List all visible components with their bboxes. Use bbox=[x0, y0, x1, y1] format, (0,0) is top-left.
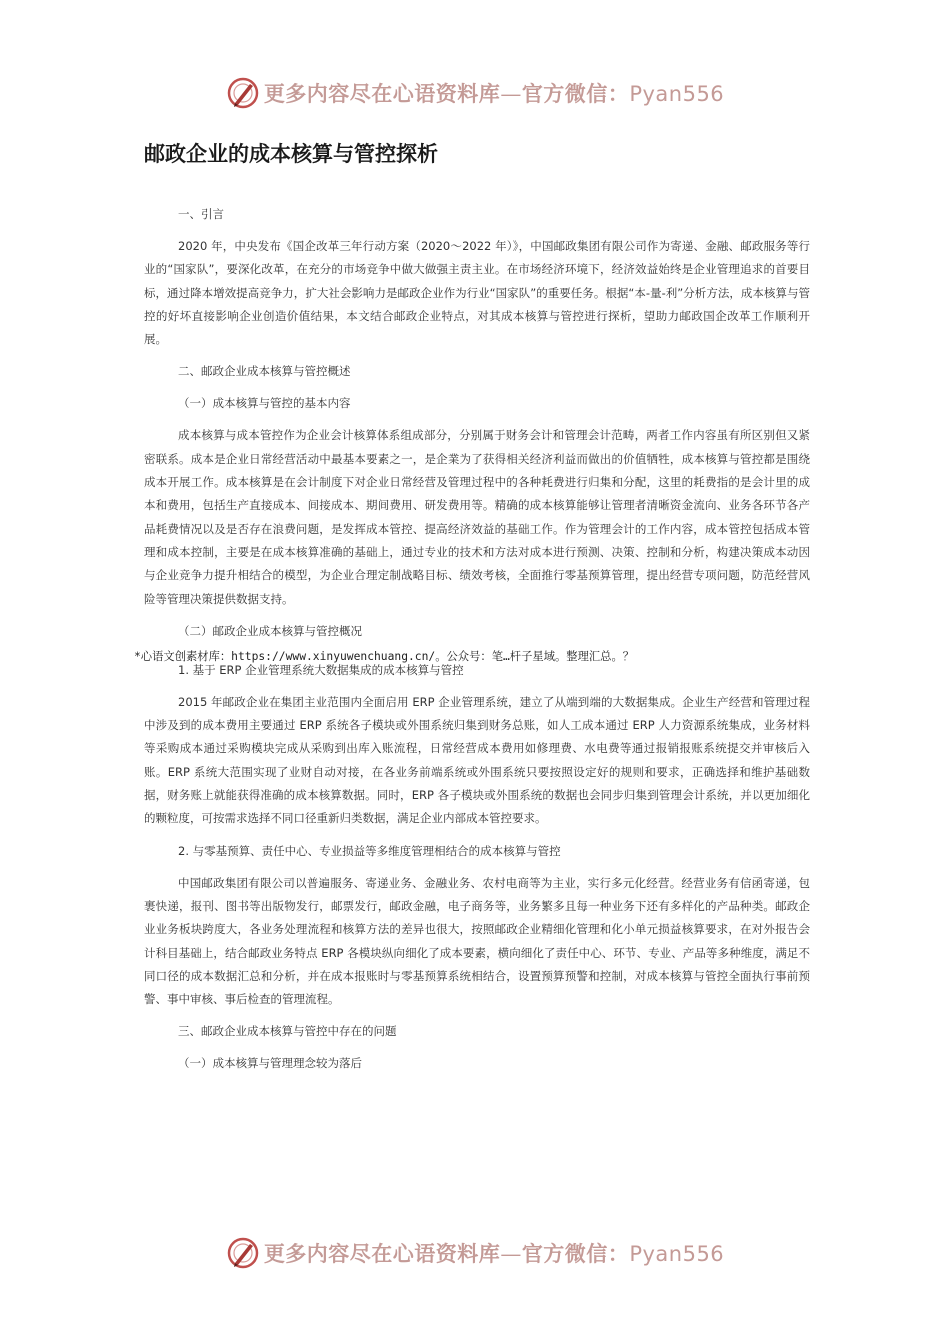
pen-logo-icon bbox=[226, 1236, 260, 1270]
section-heading-overview: 二、邮政企业成本核算与管控概述 bbox=[178, 364, 351, 379]
banner-text: 更多内容尽在心语资料库—官方微信：Pyan556 bbox=[263, 1241, 725, 1266]
pen-logo-icon bbox=[226, 76, 260, 110]
item-heading-erp: 1. 基于 ERP 企业管理系统大数据集成的成本核算与管控 bbox=[178, 662, 464, 677]
article-title: 邮政企业的成本核算与管控探析 bbox=[144, 142, 438, 166]
subsection-heading-status: （二）邮政企业成本核算与管控概况 bbox=[178, 623, 362, 638]
banner-text: 更多内容尽在心语资料库—官方微信：Pyan556 bbox=[263, 81, 725, 106]
section-heading-problems: 三、邮政企业成本核算与管控中存在的问题 bbox=[178, 1024, 397, 1039]
section-heading-intro: 一、引言 bbox=[178, 207, 224, 221]
paragraph-basic: 成本核算与成本管控作为企业会计核算体系组成部分，分别属于财务会计和管理会计范畴，两者工作内容虽有所区别但又紧密联系。成本是企业日常经营活动中最基本要素之一，是企業为了获得相关经济利益而做出的价值牺牲，成本核算与管控都是围绕成本开展工作。成本核算是在会计制度下对企业日常经营及管理过程中的各种耗费进行归集和分配，这里的耗费指的是会计里的成本和费用，包括生产直接成本、间接成本、期间费用、研发费用等。精确的成本核算能够让管理者清晰资金流向、业务各环节各产品耗费情况以及是否存在浪费问题，是发挥成本管控、提高经济效益的基础工作。作为管理会计的工作内容，成本管控包括成本管理和成本控制，主要是在成本核算准确的基础上，通过专业的技术和方法对成本进行预测、决策、控制和分析，构建决策成本动因与企业竞争力提升相结合的模型，为企业合理定制战略目标、绩效考核，全面推行零基预算管理，提出经营专项问题，防范经营风险等管理决策提供数据支持。 bbox=[144, 428, 810, 606]
paragraph-intro: 2020 年，中央发布《国企改革三年行动方案（2020～2022 年）》，中国邮政集团有限公司作为寄递、金融、邮政服务等行业的“国家队”，要深化改革，在充分的市场竞争中做大做强主责主业。在市场经济环境下，经济效益始终是企业管理追求的首要目标，通过降本增效提高竞争力，扩大社会影响力是邮政企业作为行业“国家队”的重要任务。根据“本-量-利”分析方法，成本核算与管控的好坏直接影响企业创造价值结果，本文结合邮政企业特点，对其成本核算与管控进行探析，望助力邮政国企改革工作顺利开展。 bbox=[144, 239, 810, 347]
header-banner bbox=[0, 73, 950, 113]
subsection-heading-basic: （一）成本核算与管控的基本内容 bbox=[178, 396, 351, 411]
article-body bbox=[144, 203, 810, 1075]
paragraph-multidimension: 中国邮政集团有限公司以普遍服务、寄递业务、金融业务、农村电商等为主业，实行多元化经营。经营业务有信函寄递，包裹快递，报刊、图书等出版物发行，邮票发行，邮政金融，电子商务等，业务繁多且每一种业务下还有多样化的产品种类。邮政企业业务板块跨度大，各业务处理流程和核算方法的差异也很大，按照邮政企业精细化管理和化小单元损益核算要求，在对外报告会计科目基础上，结合邮政业务特点 ERP 各模块纵向细化了成本要素，横向细化了责任中心、环节、专业、产品等多种维度，满足不同口径的成本数据汇总和分析，并在成本报账时与零基预算系统相结合，设置预算预警和控制，对成本核算与管控全面执行事前预警、事中审核、事后检查的管理流程。 bbox=[144, 875, 810, 1007]
paragraph-erp: 2015 年邮政企业在集团主业范围内全面启用 ERP 企业管理系统，建立了从端到端的大数据集成。企业生产经营和管理过程中涉及到的成本费用主要通过 ERP 系统各子模块或外围系统归集到财务总账，如人工成本通过 ERP 人力资源系统集成，业务材料等采购成本通过采购模块完成从采购到出库入账流程，日常经营成本费用如修理费、水电费等通过报销报账系统提交并审核后入账。ERP 系统大范围实现了业财自动对接，在各业务前端系统或外围系统只要按照设定好的规则和要求，正确选择和维护基础数据，财务账上就能获得准确的成本核算数据。同时，ERP 各子模块或外围系统的数据也会同步归集到管理会计系统，并以更加细化的颗粒度，可按需求选择不同口径重新归类数据，满足企业内部成本管控要求。 bbox=[144, 694, 810, 826]
footer-banner bbox=[0, 1233, 950, 1273]
item-heading-multidimension: 2. 与零基预算、责任中心、专业损益等多维度管理相结合的成本核算与管控 bbox=[178, 843, 561, 858]
source-watermark: *心语文创素材库：https://www.xinyuwenchuang.cn/。公众号：笔…杆子星域。整理汇总。？ bbox=[134, 650, 635, 663]
subsection-heading-concept: （一）成本核算与管理理念较为落后 bbox=[178, 1056, 362, 1071]
